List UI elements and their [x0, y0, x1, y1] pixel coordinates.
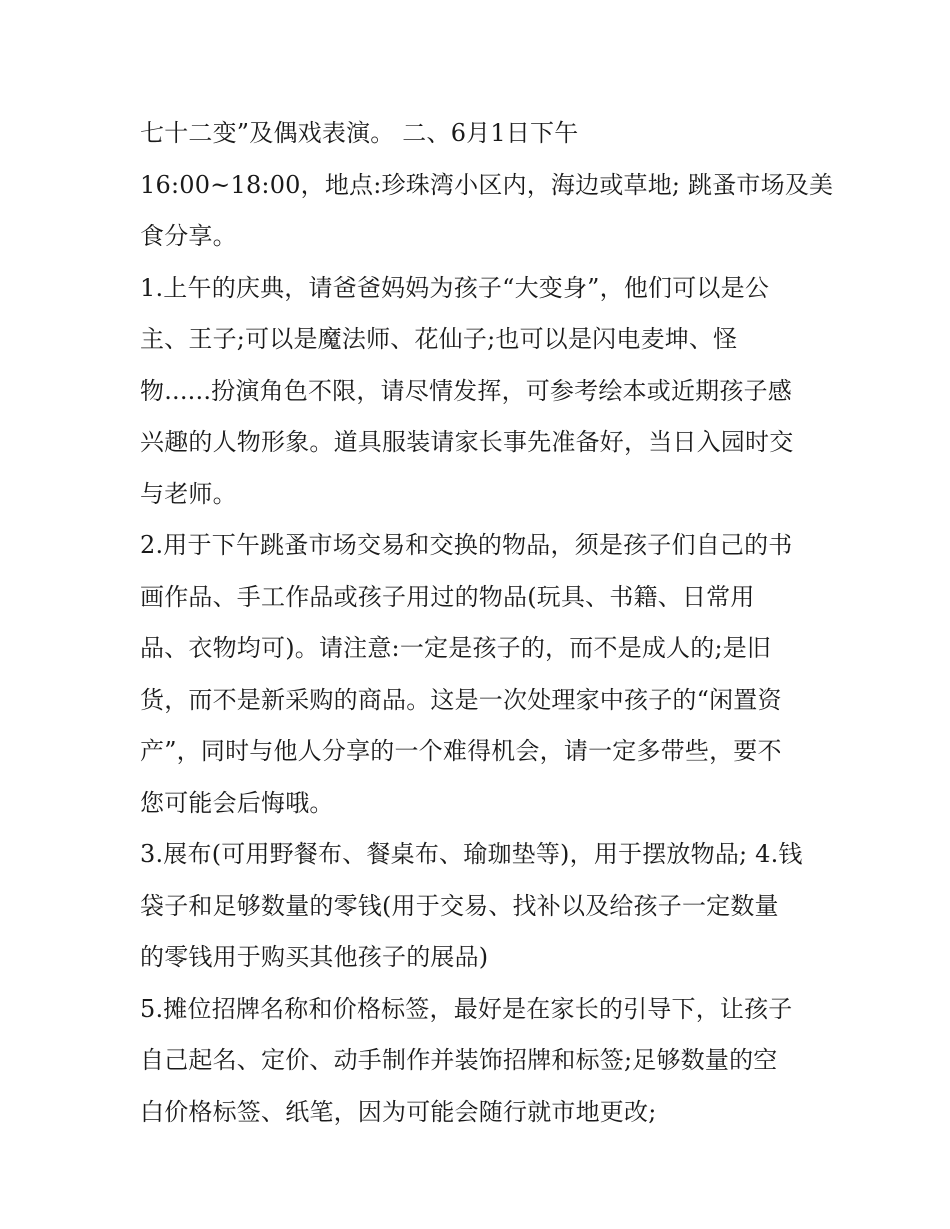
text-line: 与老师。 [140, 479, 237, 508]
text-line: 七十二变”及偶戏表演。 二、6月1日下午 [140, 119, 579, 147]
text-line: 产”，同时与他人分享的一个难得机会，请一定多带些，要不 [140, 737, 782, 765]
text-line: 5.摊位招牌名称和价格标签，最好是在家长的引导下，让孩子 [140, 994, 793, 1023]
text-line: 自己起名、定价、动手制作并装饰招牌和标签;足够数量的空 [140, 1046, 778, 1074]
text-line: 您可能会后悔哦。 [140, 788, 334, 817]
text-line: 3.展布(可用野餐布、餐桌布、瑜珈垫等)，用于摆放物品; 4.钱 [140, 840, 803, 868]
text-line: 主、王子;可以是魔法师、花仙子;也可以是闪电麦坤、怪 [140, 325, 738, 353]
text-line: 白价格标签、纸笔，因为可能会随行就市地更改; [140, 1097, 657, 1126]
text-line: 1.上午的庆典，请爸爸妈妈为孩子“大变身”，他们可以是公 [140, 273, 770, 302]
text-line: 的零钱用于购买其他孩子的展品) [140, 943, 489, 971]
text-line: 画作品、手工作品或孩子用过的物品(玩具、书籍、日常用 [140, 582, 755, 611]
text-line: 16:00~18:00，地点:珍珠湾小区内，海边或草地; 跳蚤市场及美 [140, 170, 834, 199]
text-line: 兴趣的人物形象。道具服装请家长事先准备好，当日入园时交 [140, 428, 794, 456]
text-line: 食分享。 [140, 222, 237, 250]
text-line: 袋子和足够数量的零钱(用于交易、找补以及给孩子一定数量 [140, 891, 779, 920]
text-line: 品、衣物均可)。请注意:一定是孩子的，而不是成人的;是旧 [140, 634, 772, 662]
text-line: 物......扮演角色不限，请尽情发挥，可参考绘本或近期孩子感 [140, 376, 792, 405]
text-line: 2.用于下午跳蚤市场交易和交换的物品，须是孩子们自己的书 [140, 531, 793, 559]
text-line: 货，而不是新采购的商品。这是一次处理家中孩子的“闲置资 [140, 685, 782, 714]
document-body [140, 108, 834, 1138]
